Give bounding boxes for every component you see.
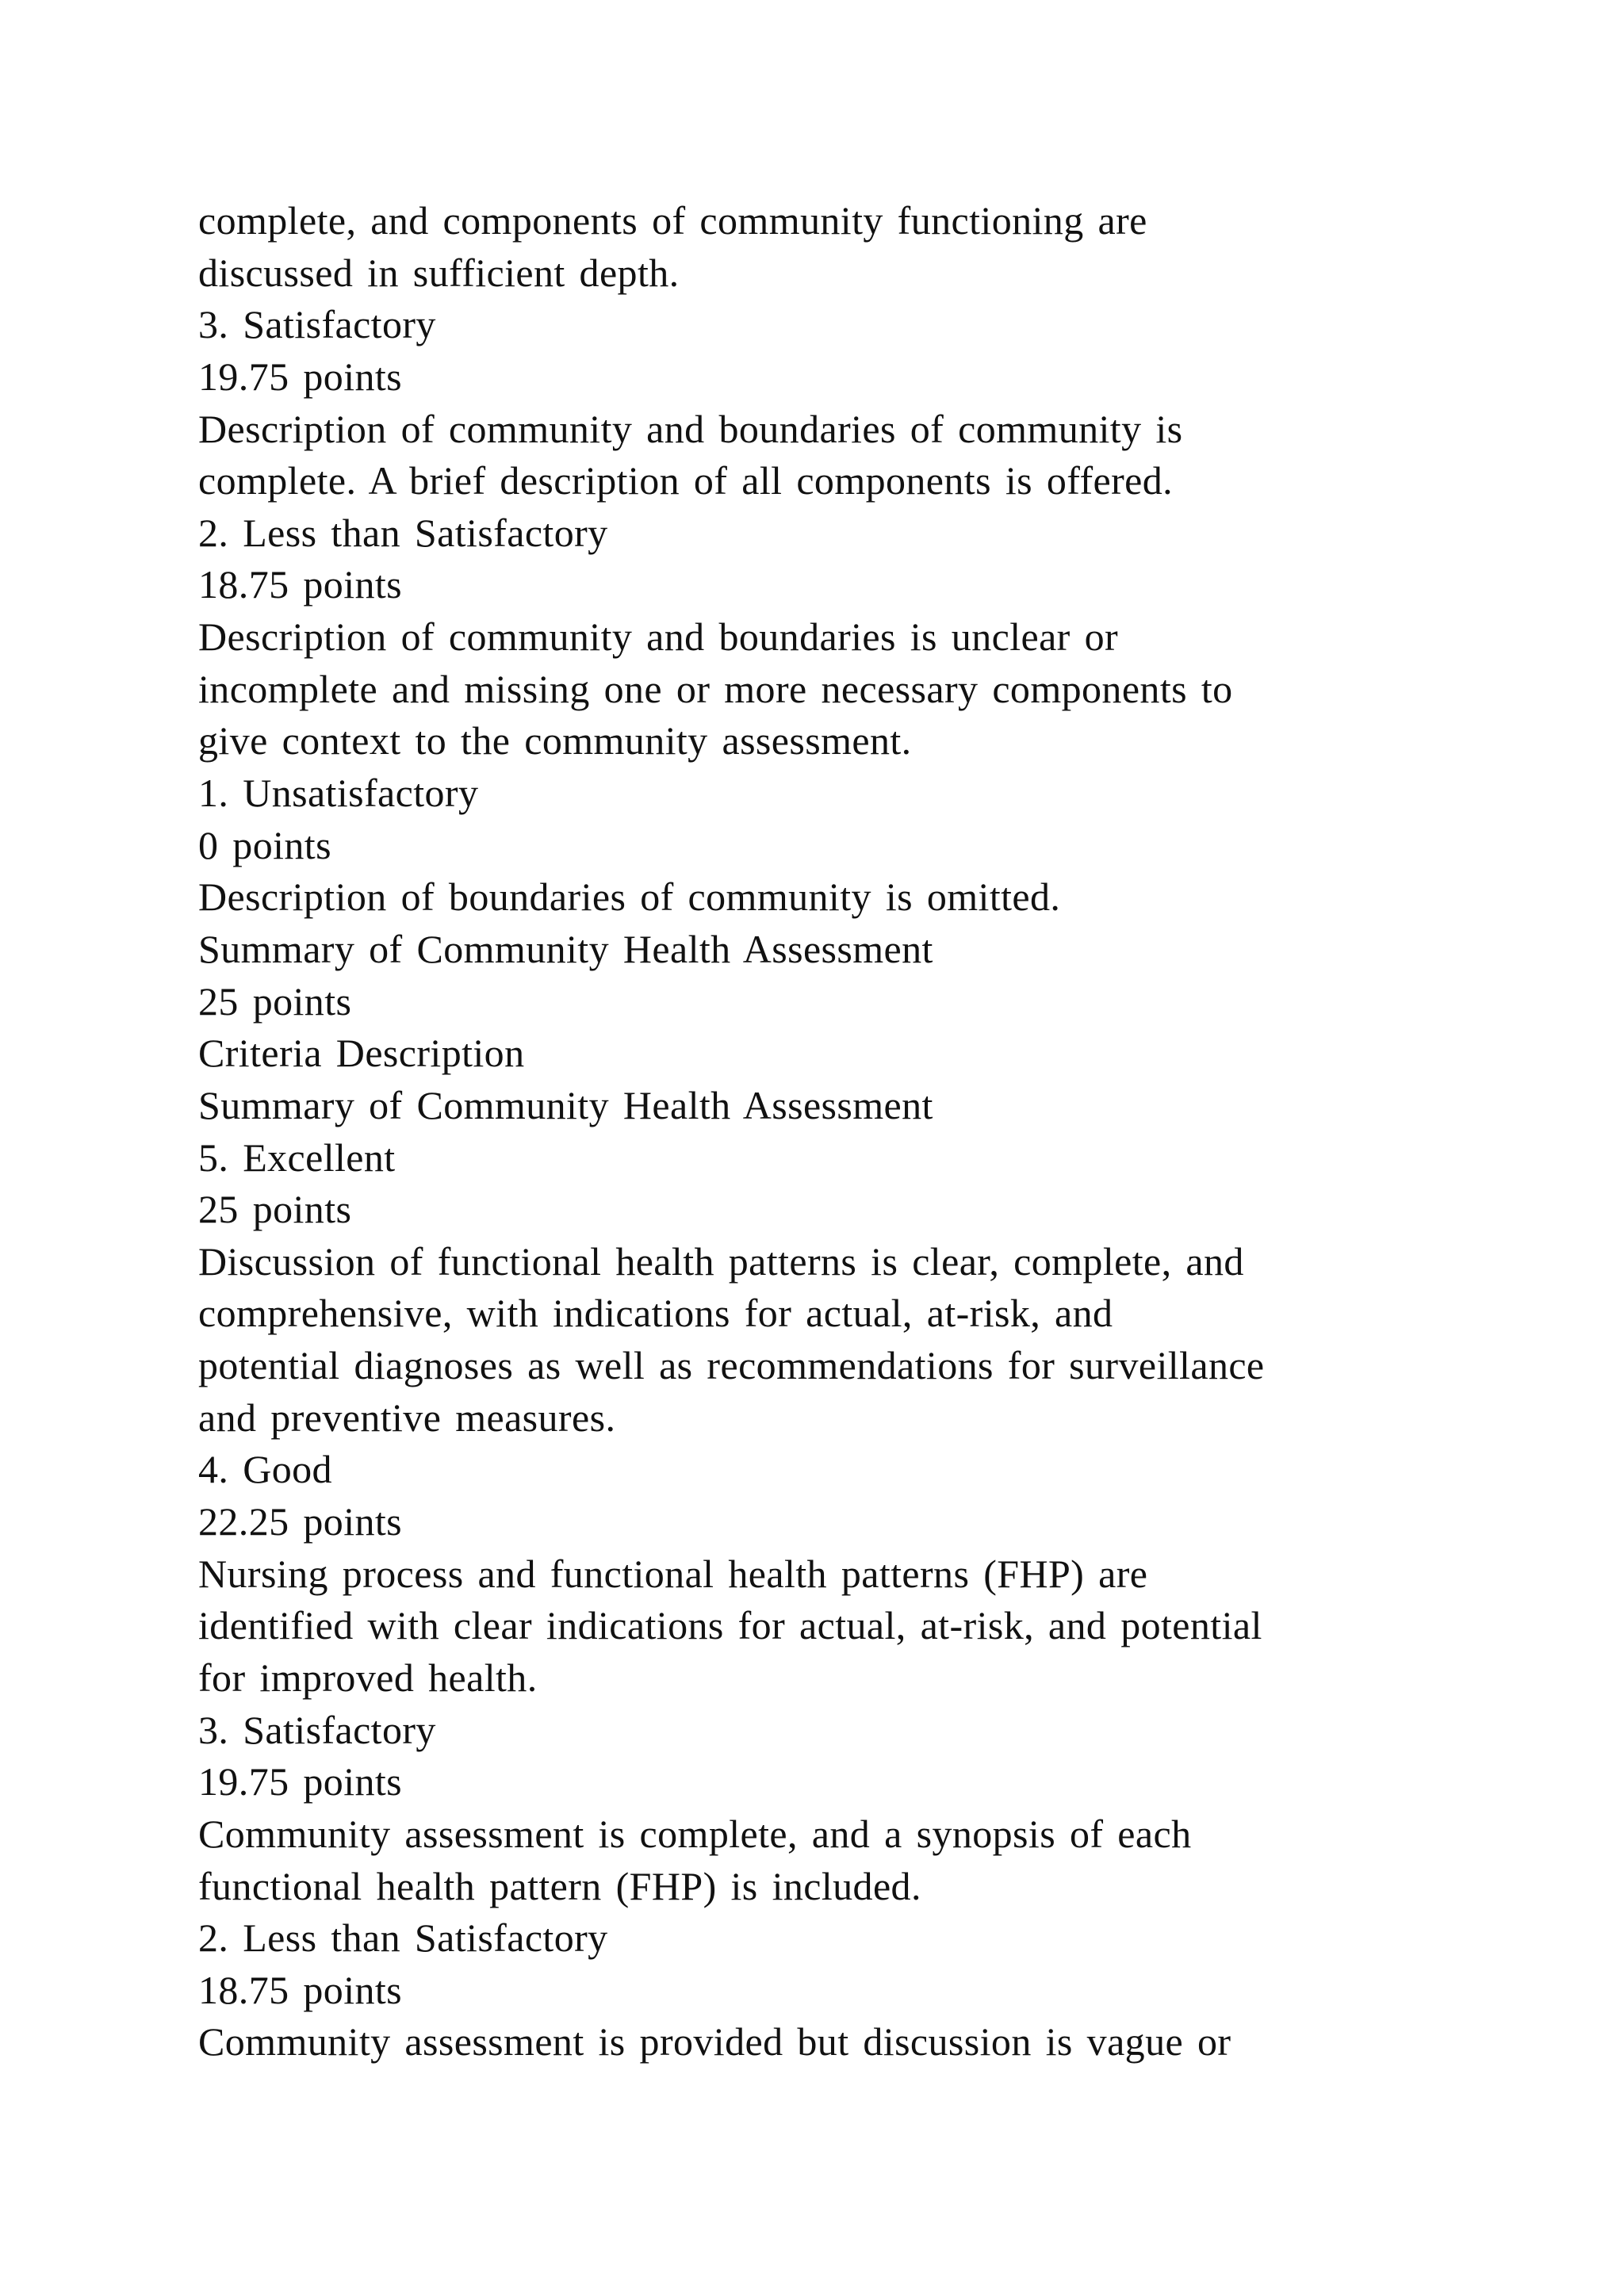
points-value: 0 points [198,822,331,867]
criteria-description-label: Criteria Description [198,1031,525,1076]
points-value: 22.25 points [198,1499,403,1544]
points-value: 19.75 points [198,354,403,399]
rating-level-heading: 4. Good [198,1447,332,1492]
text-line: Discussion of functional health patterns is clear, complete, and [198,1238,1244,1284]
text-line: Description of community and boundaries is unclear or [198,614,1119,660]
text-line: for improved health. [198,1655,538,1700]
text-line: functional health pattern (FHP) is included. [198,1863,921,1908]
text-line: complete. A brief description of all components is offered. [198,458,1174,503]
points-value: 25 points [198,1187,352,1232]
criteria-name: Summary of Community Health Assessment [198,1082,933,1127]
section-heading: Summary of Community Health Assessment [198,926,933,971]
rubric-text-block [198,195,1499,2068]
rating-level-heading: 2. Less than Satisfactory [198,510,608,555]
rating-level-heading: 3. Satisfactory [198,302,436,347]
rating-level-heading: 5. Excellent [198,1135,396,1180]
text-line: Description of community and boundaries of community is [198,406,1183,451]
text-line: give context to the community assessment. [198,718,912,763]
section-points: 25 points [198,978,352,1024]
text-line: and preventive measures. [198,1395,616,1440]
rating-level-heading: 3. Satisfactory [198,1707,436,1752]
text-line: Description of boundaries of community is omitted. [198,874,1061,920]
points-value: 18.75 points [198,1967,403,2012]
text-line: Community assessment is provided but discussion is vague or [198,2019,1231,2064]
rating-level-heading: 1. Unsatisfactory [198,771,479,816]
text-line: complete, and components of community functioning are [198,198,1147,243]
text-line: identified with clear indications for actual, at-risk, and potential [198,1603,1262,1648]
text-line: comprehensive, with indications for actual, at-risk, and [198,1291,1113,1336]
text-line: Nursing process and functional health patterns (FHP) are [198,1551,1148,1596]
text-line: Community assessment is complete, and a synopsis of each [198,1811,1192,1856]
text-line: potential diagnoses as well as recommendations for surveillance [198,1343,1265,1388]
rating-level-heading: 2. Less than Satisfactory [198,1915,608,1961]
text-line: incomplete and missing one or more necessary components to [198,666,1233,711]
text-line: discussed in sufficient depth. [198,250,680,295]
points-value: 19.75 points [198,1759,403,1804]
points-value: 18.75 points [198,562,403,607]
